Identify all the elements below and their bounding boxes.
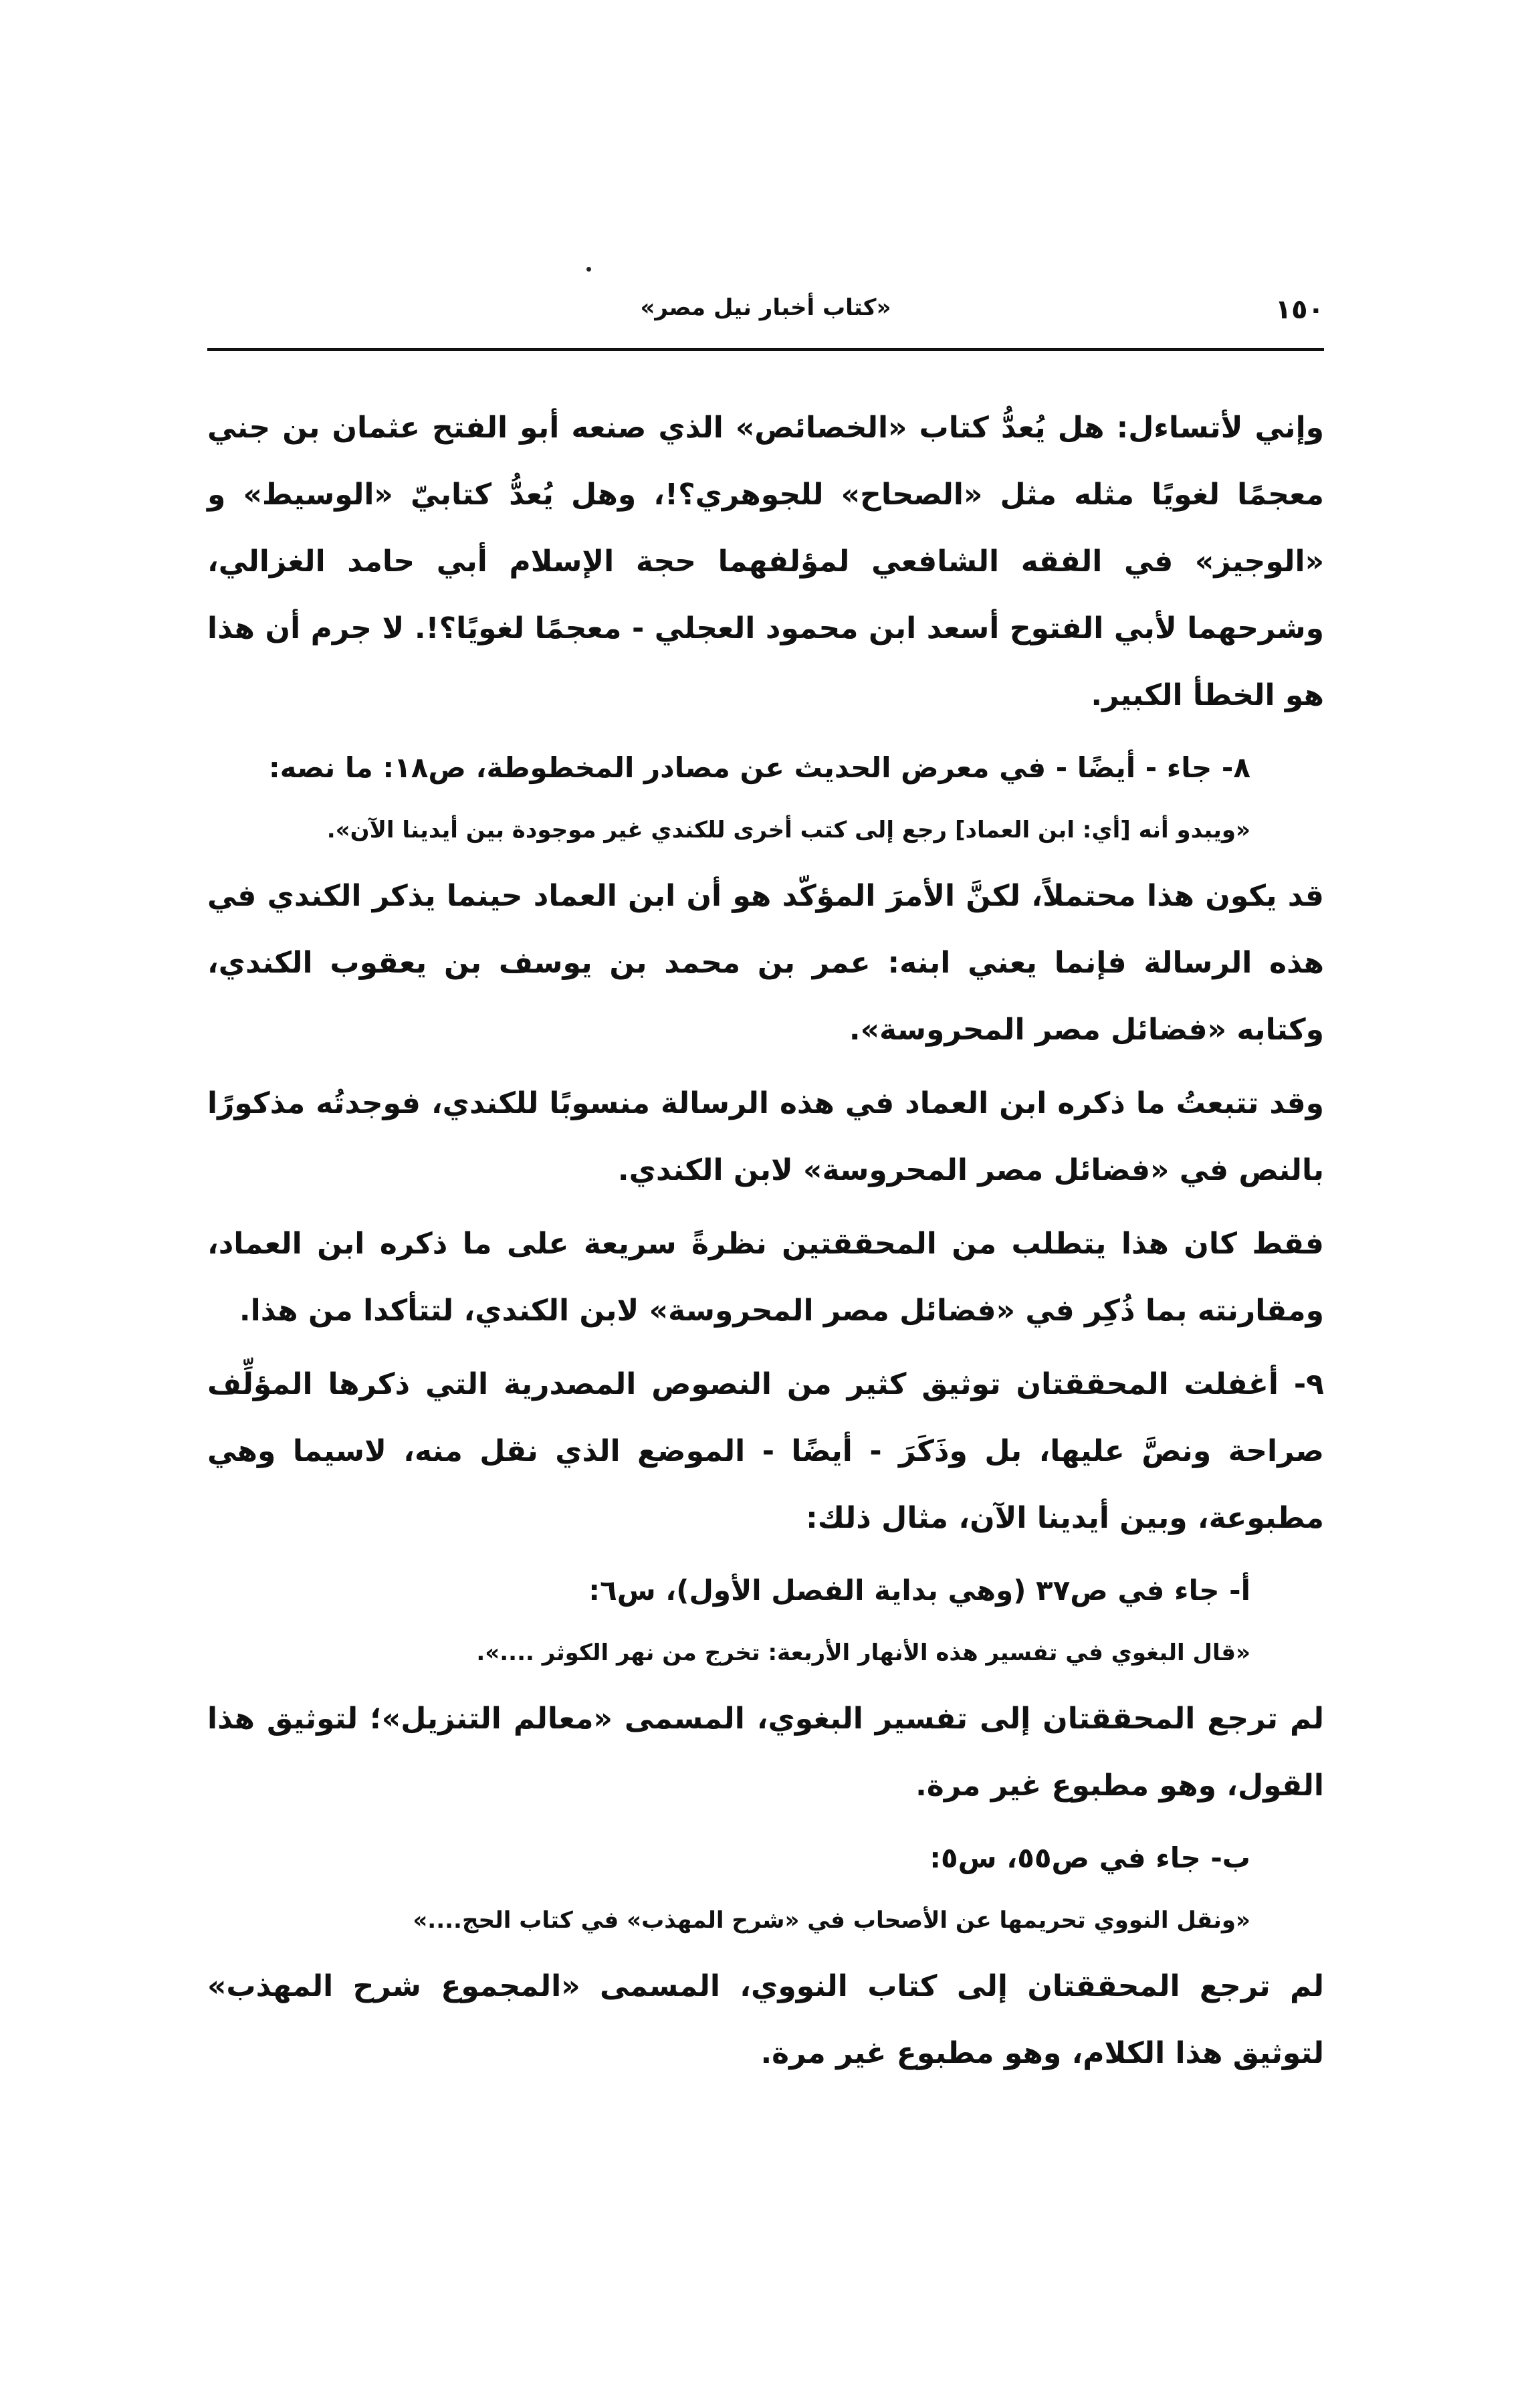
item-b-heading: ب- جاء في ص٥٥، س٥:	[929, 1841, 1250, 1874]
page-number: ١٥٠	[1275, 294, 1324, 325]
paragraph-2: قد يكون هذا محتملاً، لكنَّ الأمرَ المؤكّد هو أن ابن العماد حينما يذكر الكندي في هذه الرسالة فإنما يعني ابنه: عمر بن محمد بن يوسف بن يعقوب الكندي، وكتابه «فضائل مصر المحروسة».	[207, 879, 1324, 1047]
header-rule	[207, 348, 1324, 351]
body-text	[207, 395, 1324, 2094]
paragraph-6: لم ترجع المحققتان إلى تفسير البغوي، المسمى «معالم التنزيل»؛ لتوثيق هذا القول، وهو مطبوع غير مرة.	[207, 1702, 1324, 1803]
page-header	[207, 294, 1324, 341]
paragraph-1: وإني لأتساءل: هل يُعدُّ كتاب «الخصائص» الذي صنعه أبو الفتح عثمان بن جني معجمًا لغويًا مثله مثل «الصحاح» للجوهري؟!، وهل يُعدُّ كتابيّ «الوسيط» و «الوجيز» في الفقه الشافعي لمؤلفهما حجة الإسلام أبي حامد الغزالي، وشرحهما لأبي الفتوح أسعد ابن محمود العجلي - معجمًا لغويًا؟!. لا جرم أن هذا هو الخطأ الكبير.	[207, 411, 1324, 712]
paragraph-4: فقط كان هذا يتطلب من المحققتين نظرةً سريعة على ما ذكره ابن العماد، ومقارنته بما ذُكِر في «فضائل مصر المحروسة» لابن الكندي، لتتأكدا من هذا.	[207, 1227, 1324, 1328]
scan-speck	[586, 267, 591, 272]
item-8-heading: ٨- جاء - أيضًا - في معرض الحديث عن مصادر المخطوطة، ص١٨: ما نصه:	[268, 751, 1250, 784]
item-8-quote: «ويبدو أنه [أي: ابن العماد] رجع إلى كتب أخرى للكندي غير موجودة بين أيدينا الآن».	[326, 817, 1250, 843]
running-title: «كتاب أخبار نيل مصر»	[640, 294, 891, 321]
item-a-heading: أ- جاء في ص٣٧ (وهي بداية الفصل الأول)، س٦:	[588, 1574, 1250, 1607]
paragraph-5: ٩- أغفلت المحققتان توثيق كثير من النصوص المصدرية التي ذكرها المؤلِّف صراحة ونصَّ عليها، بل وذَكَرَ - أيضًا - الموضع الذي نقل منه، لاسيما وهي مطبوعة، وبين أيدينا الآن، مثال ذلك:	[207, 1367, 1324, 1535]
paragraph-3: وقد تتبعتُ ما ذكره ابن العماد في هذه الرسالة منسوبًا للكندي، فوجدتُه مذكورًا بالنص في «فضائل مصر المحروسة» لابن الكندي.	[207, 1086, 1324, 1187]
item-b-quote: «ونقل النووي تحريمها عن الأصحاب في «شرح المهذب» في كتاب الحج....»	[413, 1907, 1250, 1934]
item-a-quote: «قال البغوي في تفسير هذه الأنهار الأربعة: تخرج من نهر الكوثر ....».	[476, 1639, 1250, 1666]
paragraph-7: لم ترجع المحققتان إلى كتاب النووي، المسمى «المجموع شرح المهذب» لتوثيق هذا الكلام، وهو مطبوع غير مرة.	[207, 1969, 1324, 2070]
